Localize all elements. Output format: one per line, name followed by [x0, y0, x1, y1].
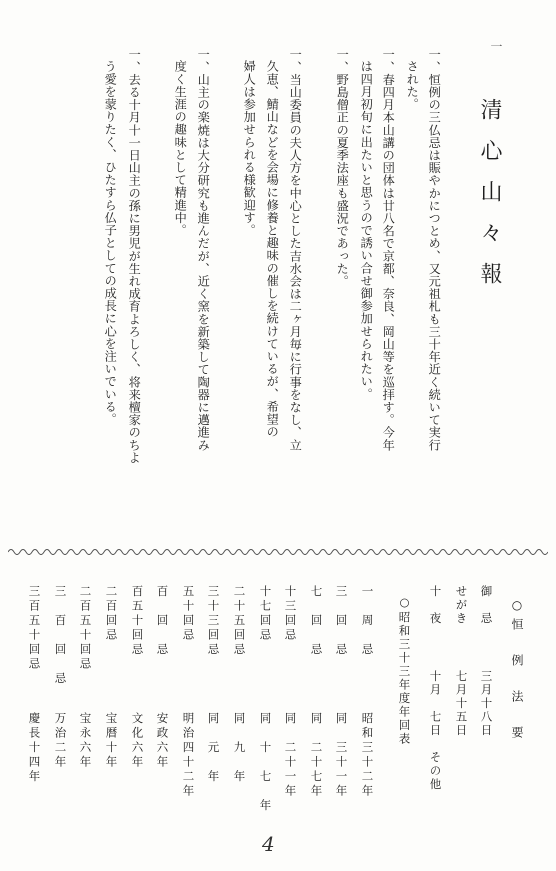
page-title: 清心山々報	[477, 98, 502, 303]
notice-4-line-3: 婦人は参加せられる様歓迎す。	[242, 60, 257, 237]
row-year-7: 明治四十二年	[181, 712, 196, 799]
event-name-0: 御 忌	[479, 585, 494, 626]
notice-6-line-1: 一、去る十月十一日山主の孫に男児が生れ成育よろしく、将来檀家のちよ	[127, 48, 142, 464]
row-kaiki-12: 三 百 回 忌	[53, 585, 68, 687]
row-year-2: 同 二十七年	[309, 712, 324, 799]
notice-5-line-2: 度く生涯の趣味として精進中。	[173, 60, 188, 237]
row-year-3: 同 二十一年	[283, 712, 298, 799]
row-kaiki-13: 三百五十回忌	[27, 585, 42, 672]
notice-3-line-1: 一、野島僧正の夏季法座も盛況であった。	[335, 48, 350, 288]
notice-4-line-1: 一、当山委員の夫人方を中心とした吉水会は二ヶ月毎に行事をなし、立	[288, 48, 303, 452]
row-year-12: 万治二年	[53, 712, 68, 770]
row-kaiki-5: 二十五回忌	[232, 585, 247, 658]
event-name-2: 十 夜	[428, 585, 443, 626]
row-kaiki-8: 百 回 忌	[155, 585, 170, 658]
row-kaiki-7: 五十回忌	[181, 585, 196, 643]
row-year-9: 文化六年	[130, 712, 145, 770]
event-date-1: 七月十五日	[454, 670, 469, 738]
row-year-5: 同 九 年	[232, 712, 247, 785]
row-kaiki-1: 三 回 忌	[334, 585, 349, 658]
row-year-4: 同 十 七 年	[258, 712, 273, 814]
row-kaiki-4: 十七回忌	[258, 585, 273, 643]
event-date-0: 三月十八日	[479, 670, 494, 738]
row-year-0: 昭和三十二年	[360, 712, 375, 799]
row-kaiki-6: 三十三回忌	[206, 585, 221, 658]
row-year-10: 宝暦十年	[104, 712, 119, 770]
event-date-2: 十月 七日 その他	[428, 670, 443, 792]
row-kaiki-0: 一 周 忌	[360, 585, 375, 658]
notice-4-line-2: 久恵、鯖山などを会場に修養と趣味の催しを続けているが、希望の	[265, 60, 280, 438]
row-year-13: 慶長十四年	[27, 712, 42, 785]
event-name-1: せがき	[454, 585, 469, 626]
notice-6-line-2: う愛を蒙りたく、ひたすら仏子としての成長に心を注いでいる。	[103, 60, 118, 426]
row-year-8: 安政六年	[155, 712, 170, 770]
notice-5-line-1: 一、山主の楽焼は大分研究も進んだが、近く窯を新築して陶器に邁進み	[196, 48, 211, 452]
notice-2-line-2: は四月初旬に出たいと思うので誘い合せ御参加せられたい。	[359, 60, 374, 401]
page-number: 4	[262, 832, 275, 856]
deco-mark: 一	[489, 40, 503, 52]
notice-1-line-1: 一、恒例の三仏忌は賑やかにつとめ、又元祖札も三十年近く続いて実行	[427, 48, 442, 452]
notice-2-line-1: 一、春四月本山講の団体は廿八名で京都、奈良、岡山等を巡拝す。今年	[381, 48, 396, 452]
row-year-1: 同 三十一年	[334, 712, 349, 799]
wavy-divider	[8, 545, 548, 559]
row-kaiki-2: 七 回 忌	[309, 585, 324, 658]
row-kaiki-11: 二百五十回忌	[78, 585, 93, 672]
table-title: ○恒 例 法 要	[510, 598, 524, 744]
row-kaiki-3: 十三回忌	[283, 585, 298, 643]
row-kaiki-9: 百五十回忌	[130, 585, 145, 658]
table-subtitle: ○昭和三十三年度年回表	[397, 595, 412, 746]
row-kaiki-10: 二百回忌	[104, 585, 119, 643]
row-year-11: 宝永六年	[78, 712, 93, 770]
notice-1-line-2: された。	[405, 60, 420, 111]
row-year-6: 同 元 年	[206, 712, 221, 785]
